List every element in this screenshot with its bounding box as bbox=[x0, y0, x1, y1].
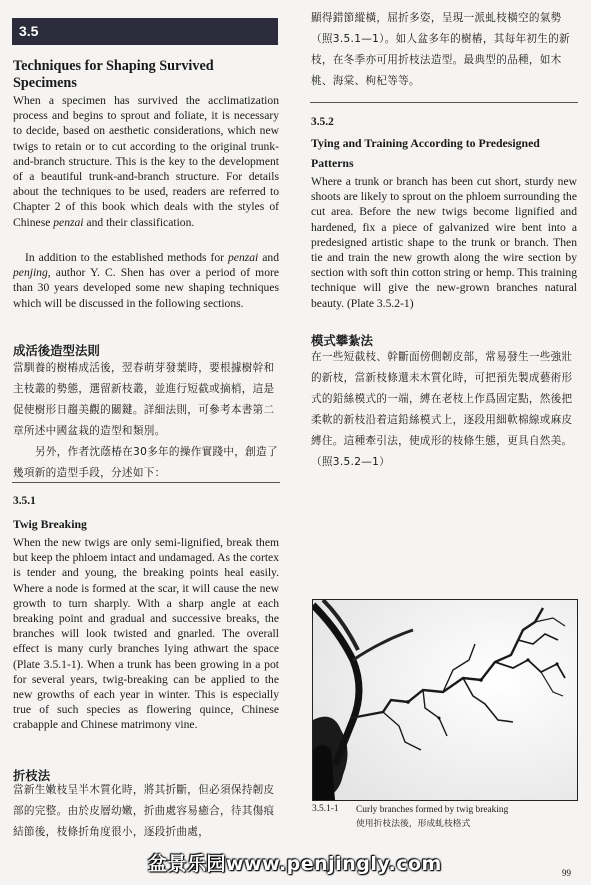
plate-photo bbox=[312, 599, 578, 801]
divider bbox=[310, 102, 578, 103]
zh-tying-training-paragraph: 在一些短截枝、幹斷面傍側韌皮部，常易發生一些強壯的新枝，當新枝條還未木質化時，可把預先製成藝術形式的鉛絲模式的一端，縛在老枝上作爲固定點，然後把柔軟的新枝沿着這鉛絲模式上，逐段用細軟棉線或麻皮縛住。這種牽引法，使成形的枝條生態，更具自然美。（照3.5.2—1） bbox=[311, 351, 573, 468]
subsection-number: 3.5.1 bbox=[13, 495, 36, 507]
tying-training-paragraph: Where a trunk or branch has been cut short, sturdy new shoots are likely to sprout on the phloem surrounding the cut area. Before the new twigs become lignified and hardened, fix a piece of galvanized wire bent into a predesigned artistic shape to the trunk or branch. Then tie and train the new growth along the wire section by section with soft thin cotton string or hemp. This training technique will give the new-grown branches natural beauty. (Plate 3.5.2-1) bbox=[311, 175, 577, 310]
page-number: 99 bbox=[562, 868, 571, 878]
curly-branches-photo bbox=[313, 600, 577, 800]
subsection-title: Tying and Training According to Predesigned Patterns bbox=[311, 136, 540, 170]
zh-continuation-paragraph: 顯得錯節縱橫，屈折多姿，呈現一派虬枝橫空的氣勢（照3.5.1—1）。如人盆多年的樹樁，其每年初生的新枝，在冬季亦可用折枝法造型。最典型的品種，如木桃、海棠、枸杞等等。 bbox=[311, 12, 570, 87]
zh-intro-paragraph: 當馴養的樹樁成活後，翌春萌芽發葉時，要根據樹幹和主枝叢的勢態，選留新枝叢，並進行短截或摘梢，這是促使樹形日趨美觀的關鍵。詳細法則，可參考本書第二章所述中國盆栽的造型和類別。 bbox=[13, 362, 275, 437]
intro-paragraph: When a specimen has survived the acclimatization process and begins to sprout and foliate, it is necessary to decide, based on aesthetic considerations, which new twigs to retain or to cut according to the original trunk-and-branch structure. This is the key to the development of a beautiful trunk-and-branch structure. For details about the techniques to be used, readers are referred to Chapter 2 of this book which deals with the styles of Chinese penzai and their classification. bbox=[13, 94, 279, 229]
site-watermark: 盆景乐园www.penjingly.com bbox=[148, 853, 442, 875]
section-title: Techniques for Shaping Survived Specimens bbox=[13, 58, 214, 91]
twig-breaking-paragraph: When the new twigs are only semi-lignified, break them but keep the phloem intact and undamaged. As the cortex is tender and young, the breaking points heal easily. Where a node is formed at the scar, it will cause the new growth to turn sharply. With a sharp angle at each breaking point and gradual and successive breaks, the branches will look twisted and gnarled. The overall effect is many curly branches lying athwart the space (Plate 3.5.1-1). When a trunk has been growing in a pot for several years, twig-breaking can be applied to the new growths of each year in winter. This is especially true of such species as flowering quince, Chinese crabapple and Chinese matrimony vine. bbox=[13, 536, 279, 732]
section-number-bar bbox=[12, 18, 278, 45]
figure-caption: Curly branches formed by twig breaking 使用折枝法後，形成虬枝格式 bbox=[356, 805, 509, 829]
subsection-number: 3.5.2 bbox=[311, 116, 334, 128]
figure-number: 3.5.1-1 bbox=[312, 804, 339, 814]
zh-twig-breaking-paragraph: 當新生嫩枝呈半木質化時，將其折斷，但必須保持韌皮部的完整。由於皮層幼嫩，折曲處容易癒合，待其傷痕結節後，枝條折角度很小，逐段折曲處， bbox=[13, 784, 275, 838]
methods-paragraph: In addition to the established methods for penzai and penjing, author Y. C. Shen has over a period of more than 30 years developed some new shaping techniques which will be discussed in the following sections. bbox=[13, 251, 279, 310]
divider bbox=[12, 482, 280, 483]
subsection-title: Twig Breaking bbox=[13, 517, 87, 531]
zh-subsection-heading: 模式攀紮法 bbox=[311, 334, 373, 348]
section-number: 3.5 bbox=[19, 23, 39, 39]
zh-subsection-heading: 折枝法 bbox=[13, 769, 51, 783]
zh-methods-paragraph: 另外，作者沈蔭椿在30多年的操作實踐中，創造了幾項新的造型手段，分述如下： bbox=[13, 446, 278, 479]
zh-section-heading: 成活後造型法則 bbox=[13, 344, 100, 358]
